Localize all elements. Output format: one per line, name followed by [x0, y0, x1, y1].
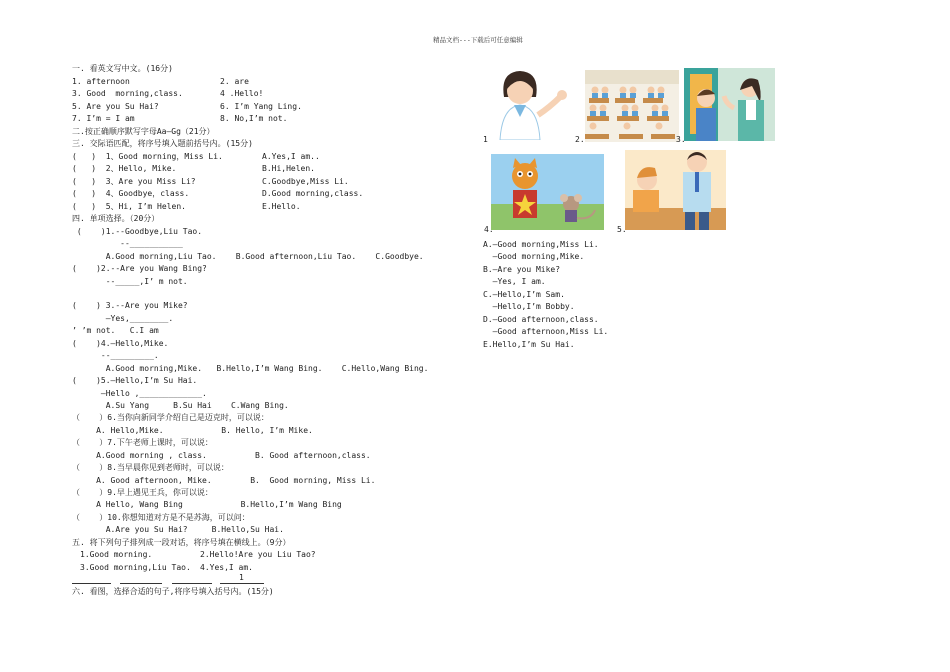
s4-line: A.Su Yang B.Su Hai C.Wang Bing. [72, 401, 289, 410]
s3-row-2-left: ( ) 2、Hello, Mike. [72, 164, 177, 173]
picture-label: 2. [575, 135, 585, 144]
option-line: E.Hello,I’m Su Hai. [483, 340, 575, 349]
page-header: 精品文档---下载后可任意编辑 [433, 36, 523, 44]
s5-sentence-3: 3.Good morning,Liu Tao. [80, 563, 191, 572]
s1-item-1: 1. afternoon [72, 77, 130, 86]
s5-sentence-2: 2.Hello!Are you Liu Tao? [200, 550, 316, 559]
picture-two-boys [625, 150, 726, 230]
option-line: —Yes, I am. [483, 277, 546, 286]
s1-item-6: 6. I’m Yang Ling. [220, 102, 302, 111]
picture-label: 1 [483, 135, 488, 144]
s1-item-2: 2. are [220, 77, 249, 86]
s3-row-1-right: A.Yes,I am.. [262, 152, 320, 161]
picture-girl-waving [490, 67, 572, 140]
s5-sentence-4: 4.Yes,I am. [200, 563, 253, 572]
s4-line: A. Hello,Mike. B. Hello, I’m Mike. [72, 426, 313, 435]
s1-item-3: 3. Good morning,class. [72, 89, 183, 98]
s4-line: ’ ’m not. C.I am [72, 326, 159, 335]
s3-row-5-left: ( ) 5、Hi, I’m Helen. [72, 202, 186, 211]
answer-blank[interactable] [72, 583, 111, 584]
s3-row-1-left: ( ) 1、Good morning，Miss Li. [72, 152, 223, 161]
s1-item-7: 7. I’m = I am [72, 114, 135, 123]
picture-label: 5. [617, 225, 627, 234]
s4-line: --_________. [72, 351, 159, 360]
s4-line: （ ）9.早上遇见王兵，你可以说： [72, 488, 213, 497]
s3-row-5-right: E.Hello. [262, 202, 301, 211]
section2-title: 二.按正确顺序默写字母Aa—Gg（21分） [72, 127, 215, 136]
s4-line: ( )5.—Hello,I’m Su Hai. [72, 376, 198, 385]
option-line: C.—Hello,I’m Sam. [483, 290, 565, 299]
answer-filled: 1 [239, 573, 244, 582]
s5-sentence-1: 1.Good morning. [80, 550, 153, 559]
s4-line: A.Good morning,Mike. B.Hello,I’m Wang Bing. C.Hello,Wang Bing. [72, 364, 429, 373]
s4-line: ( )2.--Are you Wang Bing? [72, 264, 207, 273]
option-line: —Hello,I’m Bobby. [483, 302, 575, 311]
s4-line: A. Good afternoon, Mike. B. Good morning, Miss Li. [72, 476, 376, 485]
s4-line: —Yes,________. [72, 314, 174, 323]
s4-line: ( )1.--Goodbye,Liu Tao. [72, 227, 203, 236]
s1-item-5: 5. Are you Su Hai? [72, 102, 159, 111]
picture-label: 4. [484, 225, 494, 234]
s4-line: ( ) 3.--Are you Mike? [72, 301, 188, 310]
section1-title: 一. 看英文写中文。(16分) [72, 64, 173, 73]
s4-line: A.Are you Su Hai? B.Hello,Su Hai. [72, 525, 284, 534]
option-line: —Good morning,Mike. [483, 252, 585, 261]
s4-line: （ ）6.当你向新同学介绍自己是迈克时，可以说： [72, 413, 269, 422]
s4-line: --_____,I’ m not. [72, 277, 188, 286]
s3-row-3-left: ( ) 3、Are you Miss Li? [72, 177, 196, 186]
s3-row-4-right: D.Good morning,class. [262, 189, 364, 198]
s4-line: A Hello, Wang Bing B.Hello,I’m Wang Bing [72, 500, 342, 509]
section4-title: 四. 单项选择。（20分） [72, 214, 160, 223]
picture-cat-and-mouse [491, 154, 604, 230]
s4-line: --___________ [72, 239, 183, 248]
s1-item-4: 4 .Hello! [220, 89, 264, 98]
option-line: A.—Good morning,Miss Li. [483, 240, 599, 249]
s1-item-8: 8. No,I’m not. [220, 114, 288, 123]
answer-blank[interactable] [120, 583, 162, 584]
s4-line: A.Good morning,Liu Tao. B.Good afternoon,Liu Tao. C.Goodbye. [72, 252, 424, 261]
s4-line: （ ）10.你想知道对方是不是苏海，可以问： [72, 513, 250, 522]
s3-row-3-right: C.Goodbye,Miss Li. [262, 177, 349, 186]
picture-label: 3. [676, 135, 686, 144]
s4-line: （ ）7.下午老师上课时，可以说： [72, 438, 213, 447]
section6-title: 六. 看图，选择合适的句子,将序号填入括号内。(15分) [72, 587, 274, 596]
s4-line: A.Good morning , class. B. Good afternoon,class. [72, 451, 371, 460]
s4-line: —Hello ,_____________. [72, 389, 207, 398]
section3-title: 三. 交际语匹配，将序号填入题前括号内。(15分) [72, 139, 253, 148]
s3-row-2-right: B.Hi,Helen. [262, 164, 315, 173]
option-line: D.—Good afternoon,class. [483, 315, 599, 324]
s4-line: ( )4.—Hello,Mike. [72, 339, 169, 348]
s4-line: （ ）8.当早晨你见到老师时，可以说： [72, 463, 229, 472]
s3-row-4-left: ( ) 4、Goodbye，class. [72, 189, 190, 198]
picture-boy-greets-teacher [684, 68, 775, 141]
option-line: —Good afternoon,Miss Li. [483, 327, 609, 336]
section5-title: 五. 将下列句子排列成一段对话，将序号填在横线上。（9分） [72, 538, 291, 547]
picture-classroom [585, 70, 679, 142]
answer-blank[interactable] [172, 583, 212, 584]
option-line: B.—Are you Mike? [483, 265, 561, 274]
